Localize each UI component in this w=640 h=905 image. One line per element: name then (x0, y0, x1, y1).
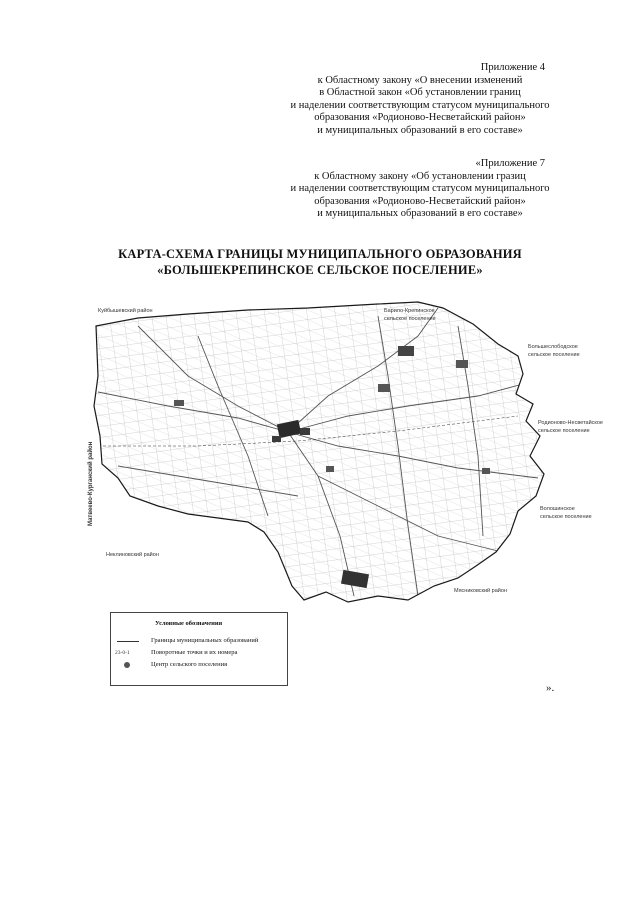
annex-7-line: образования «Родионово-Несветайский район» (314, 195, 526, 207)
label-rodionovo-1: Родионово-Несветайское (538, 420, 603, 426)
annex-4-line: и наделении соответствующим статусом муниципального (290, 99, 550, 111)
annex-7-line: и наделении соответствующим статусом муниципального (290, 183, 550, 195)
label-voloshin-1: Волошинское (540, 506, 575, 512)
village-mark (326, 466, 334, 472)
label-barilo-2: сельское поселение (384, 316, 436, 322)
annex-4-line: в Областной закон «Об установлении границ (319, 87, 521, 99)
label-matveev: Матвеево-Курганский район (88, 441, 94, 526)
map-title-line-1: КАРТА-СХЕМА ГРАНИЦЫ МУНИЦИПАЛЬНОГО ОБРАЗОВАНИЯ (118, 247, 522, 261)
annex-4-line: и муниципальных образований в его составе» (317, 124, 523, 136)
label-neklinov: Неклиновский район (106, 552, 159, 558)
boundary-line-icon (115, 637, 141, 645)
map-legend (110, 612, 288, 686)
annex-7-header (240, 158, 600, 221)
village-mark (398, 346, 414, 356)
annex-4-header (240, 62, 600, 138)
village-mark (456, 360, 468, 368)
label-myasnikov: Мясниковский район (454, 588, 507, 594)
village-mark (378, 384, 390, 392)
map-title-line-2: «БОЛЬШЕКРЕПИНСКОЕ СЕЛЬСКОЕ ПОСЕЛЕНИЕ» (157, 263, 483, 277)
annex-4-title: Приложение 4 (480, 62, 545, 73)
annex-7-line: и муниципальных образований в его составе» (317, 208, 523, 220)
boundary-map (78, 296, 610, 616)
legend-label: Поворотные точки и их номера (151, 649, 238, 656)
closing-quote: ». (546, 682, 555, 694)
legend-item-boundary (115, 637, 285, 645)
legend-label: Границы муниципальных образований (151, 637, 259, 644)
settlement-center-icon (115, 661, 141, 669)
village-mark (482, 468, 490, 474)
label-rodionovo-2: сельское поселение (538, 428, 590, 434)
annex-4-line: образования «Родионово-Несветайский район» (314, 112, 526, 124)
label-bolsheslobod-2: сельское поселение (528, 352, 580, 358)
label-bolsheslobod-1: Большеслободское (528, 344, 578, 350)
legend-item-turning-points (115, 649, 285, 657)
legend-item-center (115, 661, 285, 669)
label-voloshin-2: сельское поселение (540, 514, 592, 520)
legend-label: Центр сельского поселения (151, 661, 228, 668)
annex-7-line: к Областному закону «Об установлении гразиц (314, 170, 526, 182)
label-kuibyshev: Куйбышевский район (98, 308, 153, 314)
turning-point-icon: 23-0-1 (115, 650, 130, 656)
legend-title: Условные обозначения (155, 620, 223, 627)
map-title (60, 246, 580, 278)
annex-4-line: к Областному закону «О внесении изменений (317, 74, 523, 86)
label-barilo-1: Барило-Крепинское (384, 308, 435, 314)
annex-7-title: «Приложение 7 (475, 158, 545, 169)
village-mark (174, 400, 184, 406)
